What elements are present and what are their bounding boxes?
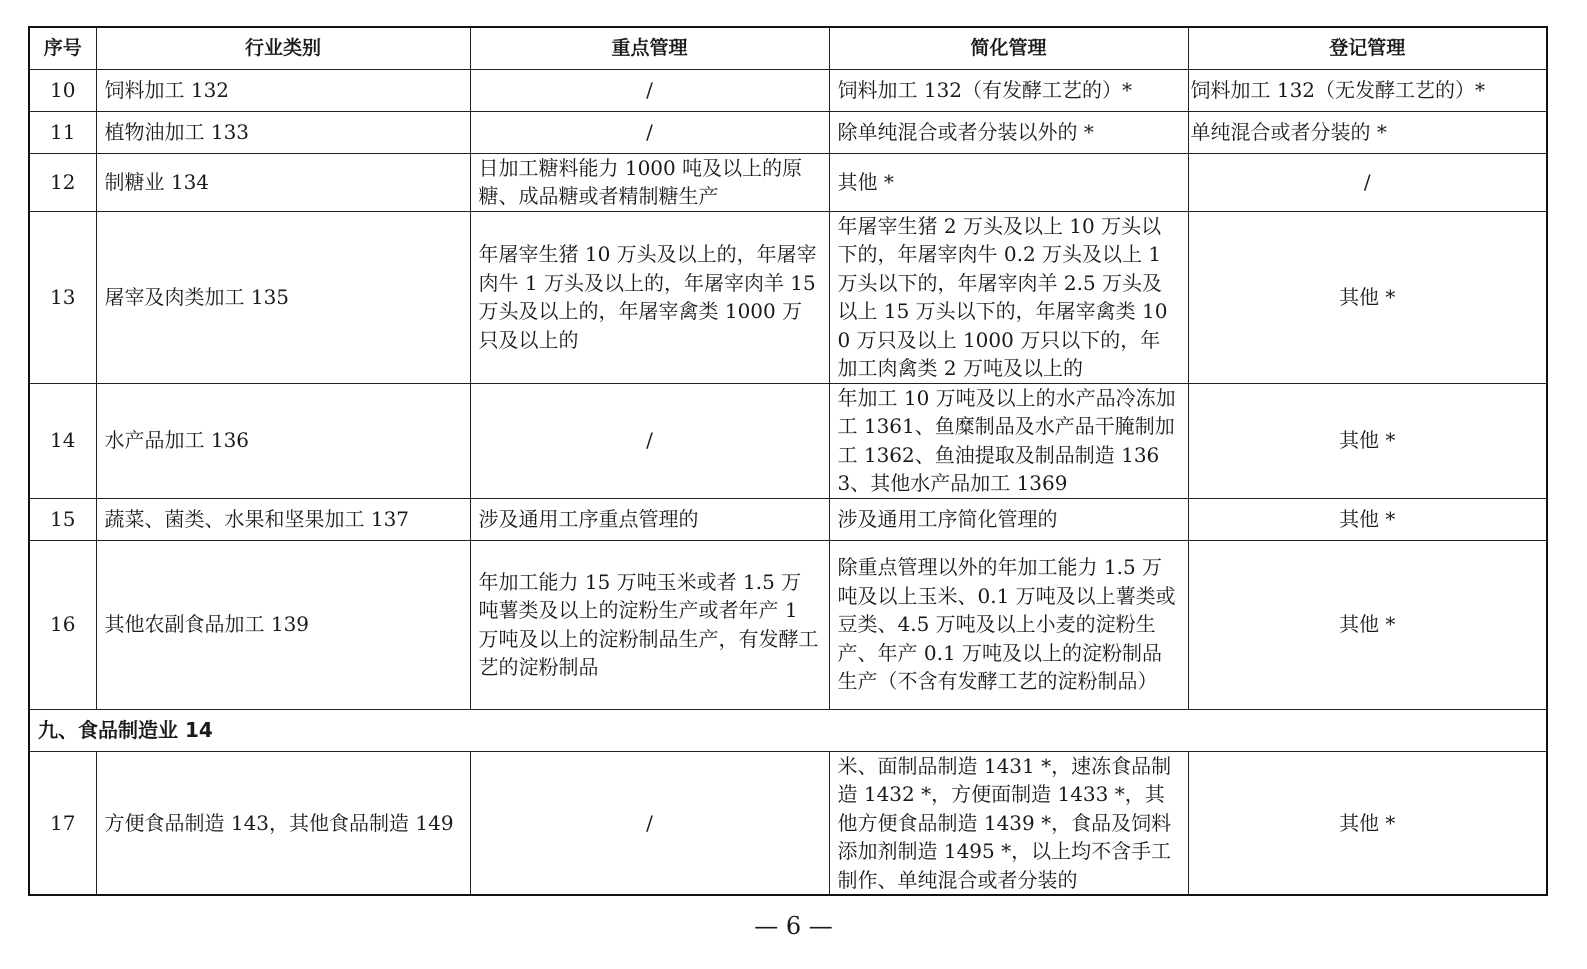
row-key-management: / bbox=[470, 751, 829, 895]
permit-management-table bbox=[28, 26, 1548, 896]
row-registration-management: 饲料加工 132（无发酵工艺的）* bbox=[1188, 69, 1547, 111]
header-serial-no: 序号 bbox=[29, 27, 96, 69]
table-row bbox=[29, 383, 1547, 498]
header-industry-category: 行业类别 bbox=[96, 27, 470, 69]
row-serial-no: 14 bbox=[29, 383, 96, 498]
row-category: 蔬菜、菌类、水果和坚果加工 137 bbox=[96, 498, 470, 540]
row-simplified-management: 涉及通用工序简化管理的 bbox=[829, 498, 1188, 540]
row-registration-management: / bbox=[1188, 153, 1547, 211]
row-serial-no: 12 bbox=[29, 153, 96, 211]
section-row bbox=[29, 709, 1547, 751]
row-serial-no: 15 bbox=[29, 498, 96, 540]
row-serial-no: 16 bbox=[29, 540, 96, 709]
row-key-management: 涉及通用工序重点管理的 bbox=[470, 498, 829, 540]
row-serial-no: 11 bbox=[29, 111, 96, 153]
table-row bbox=[29, 111, 1547, 153]
row-category: 其他农副食品加工 139 bbox=[96, 540, 470, 709]
row-serial-no: 17 bbox=[29, 751, 96, 895]
row-simplified-management: 除重点管理以外的年加工能力 1.5 万吨及以上玉米、0.1 万吨及以上薯类或豆类、4.5 万吨及以上小麦的淀粉生产、年产 0.1 万吨及以上的淀粉制品生产（不含有发酵工艺的淀粉制品） bbox=[829, 540, 1188, 709]
table-row bbox=[29, 540, 1547, 709]
row-registration-management: 其他 * bbox=[1188, 383, 1547, 498]
row-category: 水产品加工 136 bbox=[96, 383, 470, 498]
row-serial-no: 10 bbox=[29, 69, 96, 111]
table-row bbox=[29, 498, 1547, 540]
row-registration-management: 其他 * bbox=[1188, 540, 1547, 709]
header-simplified-management: 简化管理 bbox=[829, 27, 1188, 69]
row-simplified-management: 年加工 10 万吨及以上的水产品冷冻加工 1361、鱼糜制品及水产品干腌制加工 1362、鱼油提取及制品制造 1363、其他水产品加工 1369 bbox=[829, 383, 1188, 498]
row-simplified-management: 其他 * bbox=[829, 153, 1188, 211]
row-category: 饲料加工 132 bbox=[96, 69, 470, 111]
row-registration-management: 其他 * bbox=[1188, 211, 1547, 383]
row-category: 方便食品制造 143，其他食品制造 149 bbox=[96, 751, 470, 895]
table-row bbox=[29, 153, 1547, 211]
row-key-management: 年加工能力 15 万吨玉米或者 1.5 万吨薯类及以上的淀粉生产或者年产 1 万吨及以上的淀粉制品生产，有发酵工艺的淀粉制品 bbox=[470, 540, 829, 709]
table-row bbox=[29, 69, 1547, 111]
header-key-management: 重点管理 bbox=[470, 27, 829, 69]
row-key-management: 年屠宰生猪 10 万头及以上的，年屠宰肉牛 1 万头及以上的，年屠宰肉羊 15 万头及以上的，年屠宰禽类 1000 万只及以上的 bbox=[470, 211, 829, 383]
header-registration-management: 登记管理 bbox=[1188, 27, 1547, 69]
row-key-management: 日加工糖料能力 1000 吨及以上的原糖、成品糖或者精制糖生产 bbox=[470, 153, 829, 211]
row-simplified-management: 饲料加工 132（有发酵工艺的）* bbox=[829, 69, 1188, 111]
table-row bbox=[29, 211, 1547, 383]
row-category: 制糖业 134 bbox=[96, 153, 470, 211]
row-category: 屠宰及肉类加工 135 bbox=[96, 211, 470, 383]
row-simplified-management: 除单纯混合或者分装以外的 * bbox=[829, 111, 1188, 153]
page-number: — 6 — bbox=[754, 912, 833, 940]
row-simplified-management: 年屠宰生猪 2 万头及以上 10 万头以下的，年屠宰肉牛 0.2 万头及以上 1 万头以下的，年屠宰肉羊 2.5 万头及以上 15 万头以下的，年屠宰禽类 100 万只及以上 1000 万只以下的，年加工肉禽类 2 万吨及以上的 bbox=[829, 211, 1188, 383]
row-simplified-management: 米、面制品制造 1431 *，速冻食品制造 1432 *，方便面制造 1433 *，其他方便食品制造 1439 *，食品及饲料添加剂制造 1495 *，以上均不含手工制作、单纯混合或者分装的 bbox=[829, 751, 1188, 895]
table-header-row bbox=[29, 27, 1547, 69]
row-registration-management: 其他 * bbox=[1188, 498, 1547, 540]
table-row bbox=[29, 751, 1547, 895]
row-key-management: / bbox=[470, 111, 829, 153]
row-registration-management: 单纯混合或者分装的 * bbox=[1188, 111, 1547, 153]
section-title: 九、食品制造业 14 bbox=[29, 709, 1547, 751]
row-category: 植物油加工 133 bbox=[96, 111, 470, 153]
row-key-management: / bbox=[470, 69, 829, 111]
row-key-management: / bbox=[470, 383, 829, 498]
row-serial-no: 13 bbox=[29, 211, 96, 383]
row-registration-management: 其他 * bbox=[1188, 751, 1547, 895]
